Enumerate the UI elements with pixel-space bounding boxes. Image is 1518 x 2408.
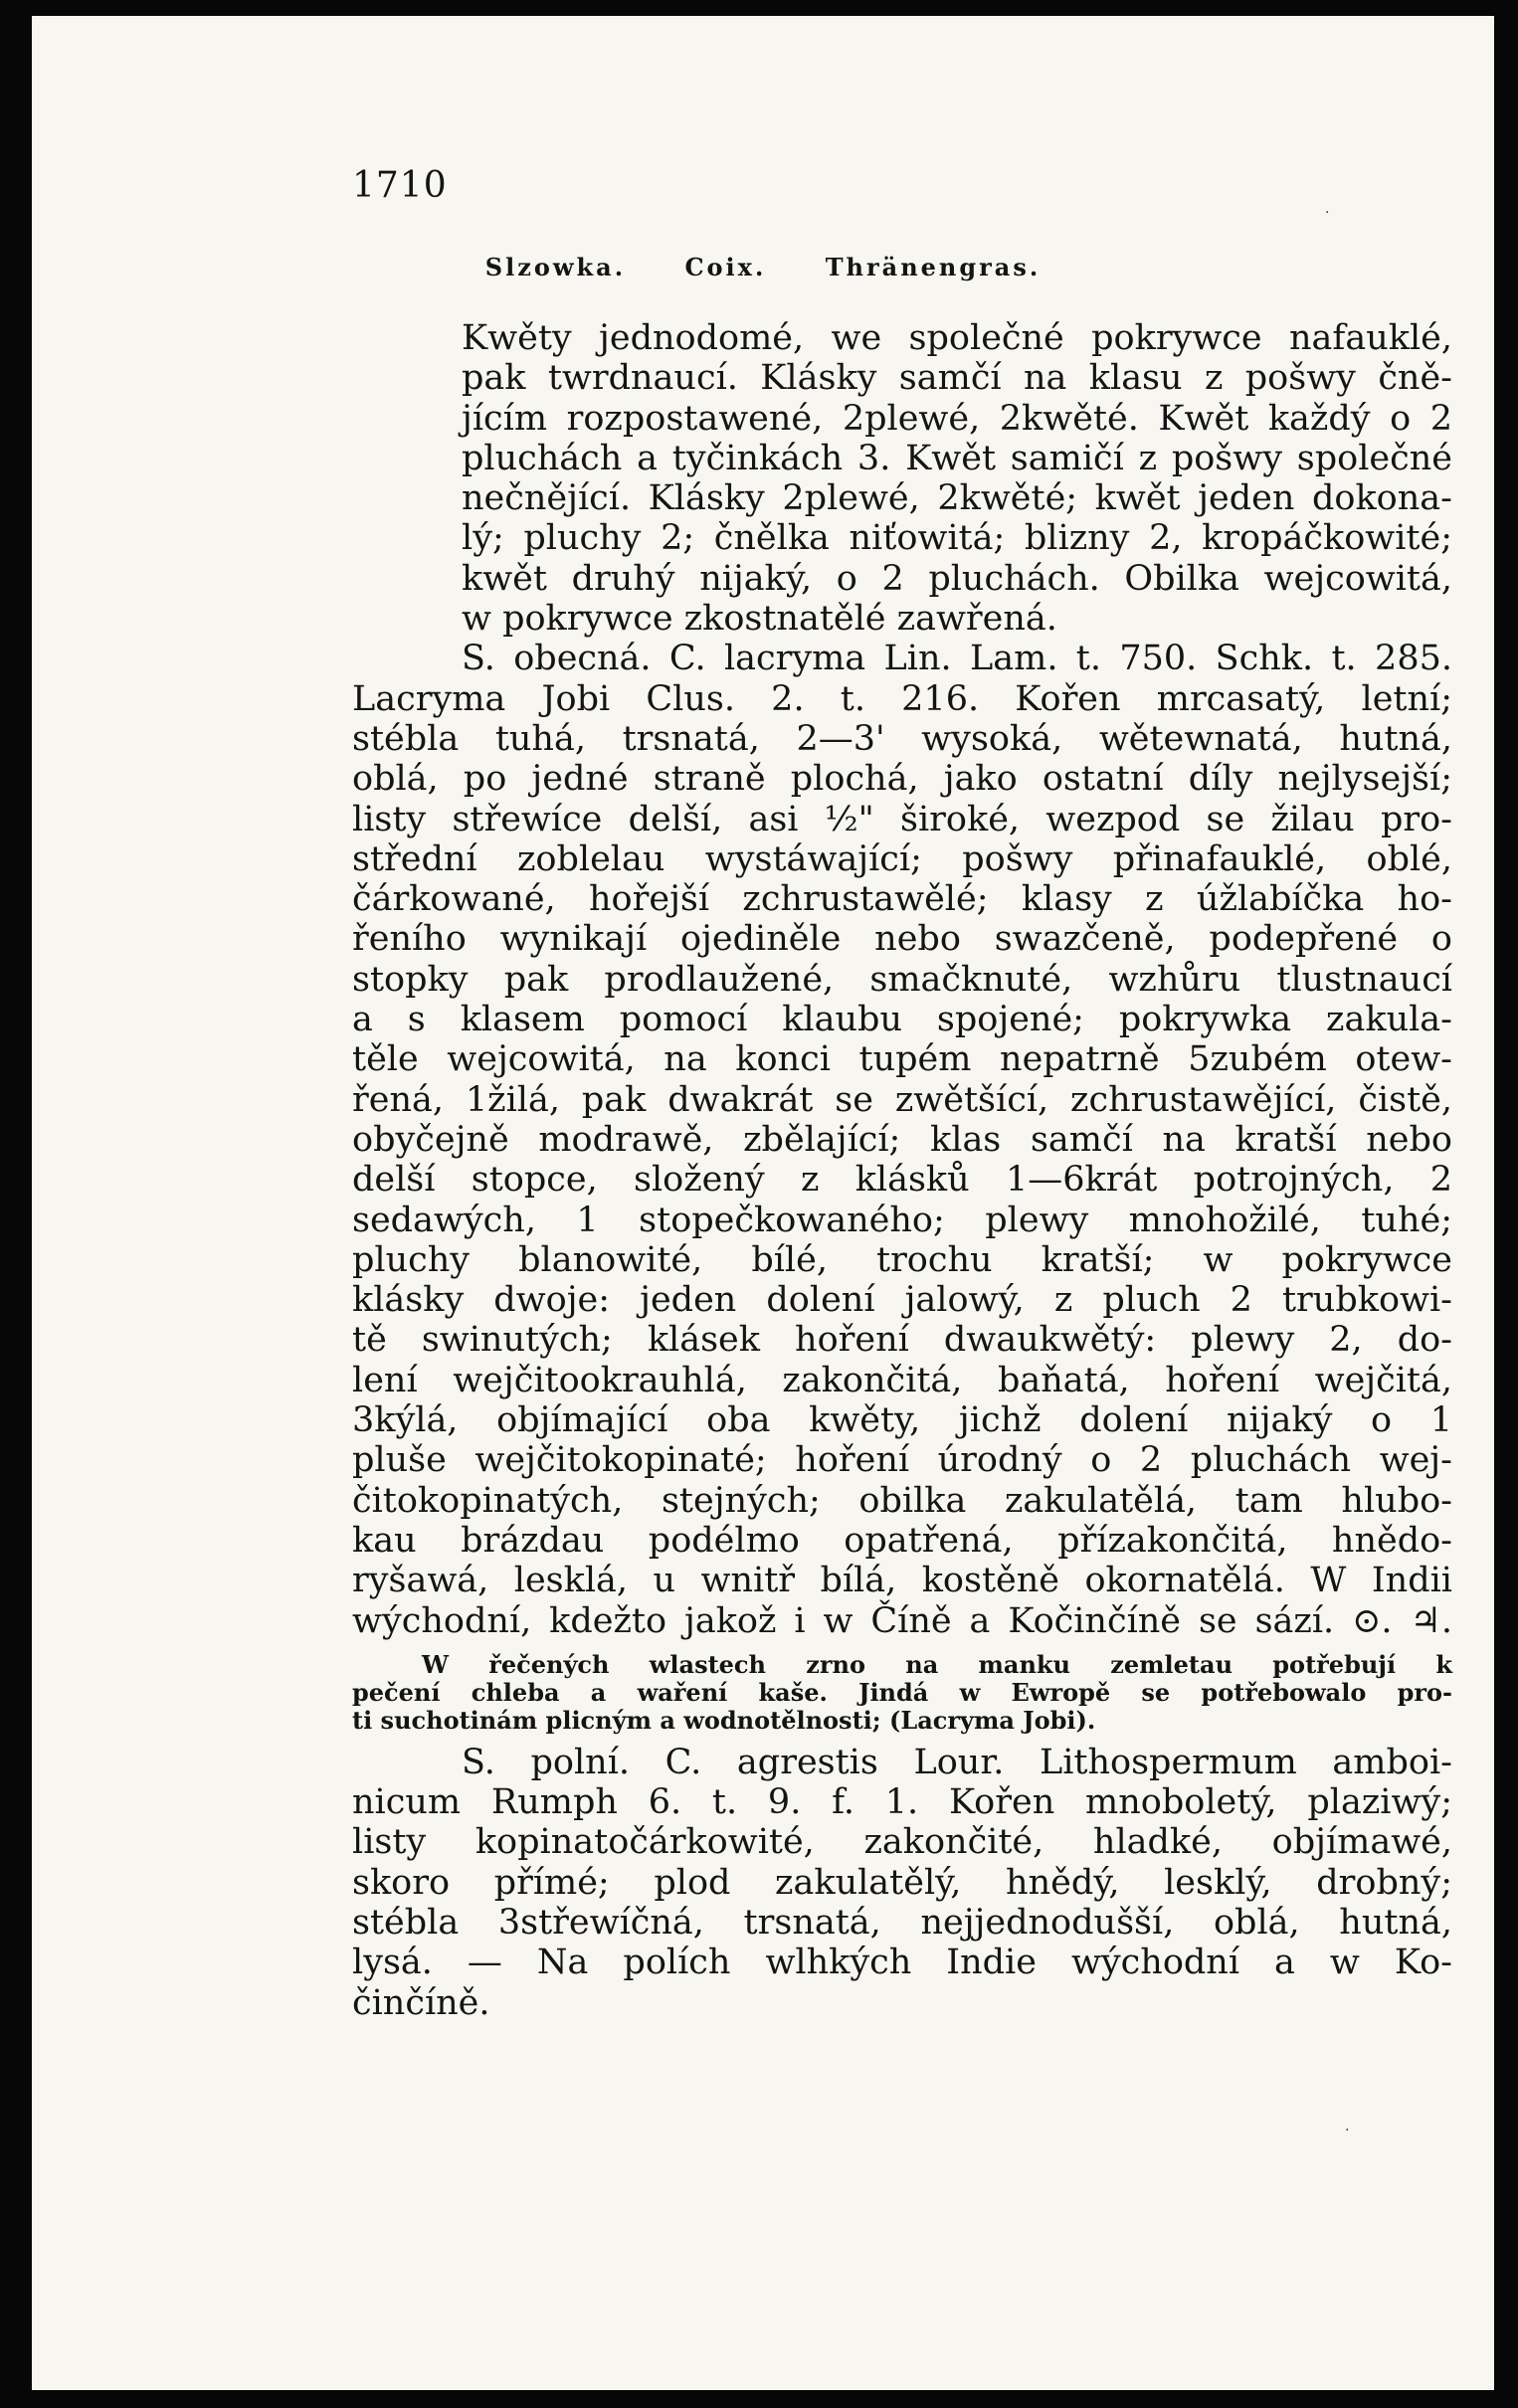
text-line: S. obecná. C. lacryma Lin. Lam. t. 750. Schk. t. 285. xyxy=(462,639,1452,679)
text-line: lysá. — Na polích wlhkých Indie wýchodní a w Ko- xyxy=(352,1943,1452,1983)
text-line: těle wejcowitá, na konci tupém nepatrně 5zubém otew- xyxy=(352,1039,1452,1080)
note-line: W řečených wlastech zrno na manku zemletau potřebují k xyxy=(422,1649,1452,1679)
text-line: pluše wejčitokopinaté; hoření úrodný o 2 pluchách wej- xyxy=(352,1440,1452,1481)
text-line: sedawých, 1 stopečkowaného; plewy mnohožilé, tuhé; xyxy=(352,1200,1452,1240)
text-line: oblá, po jedné straně plochá, jako ostatní díly nejlysejší; xyxy=(352,759,1452,800)
text-line: lení wejčitookrauhlá, zakončitá, baňatá, hoření wejčitá, xyxy=(352,1360,1452,1400)
text-line: tě swinutých; klásek hoření dwaukwětý: plewy 2, do- xyxy=(352,1320,1452,1361)
text-line: Kwěty jednodomé, we společné pokrywce nafauklé, xyxy=(462,318,1452,358)
small-print-note xyxy=(352,1651,1452,1735)
text-line: stébla tuhá, trsnatá, 2—3' wysoká, wětewnatá, hutná, xyxy=(352,718,1452,759)
text-line: 3kýlá, objímající oba kwěty, jichž dolení nijaký o 1 xyxy=(352,1400,1452,1441)
text-line: listy kopinatočárkowité, zakončité, hladké, objímawé, xyxy=(352,1822,1452,1863)
running-head xyxy=(32,253,1494,281)
text-line: kau brázdau podélmo opatřená, přízakončitá, hnědo- xyxy=(352,1520,1452,1561)
note-line: ti suchotinám plicným a wodnotělnosti; (Lacryma Jobi). xyxy=(352,1705,1096,1735)
page-number: 1710 xyxy=(352,165,448,206)
text-line: pluchách a tyčinkách 3. Kwět samičí z pošwy společné xyxy=(462,438,1452,478)
text-line: nicum Rumph 6. t. 9. f. 1. Kořen mnoboletý, plaziwý; xyxy=(352,1782,1452,1823)
text-line: obyčejně modrawě, zbělající; klas samčí na kratší nebo xyxy=(352,1119,1452,1160)
text-line: wýchodní, kdežto jakož i w Číně a Kočinčíně se sází. ⊙. ♃. xyxy=(352,1600,1452,1641)
text-line: stébla 3střewíčná, trsnatá, nejjednodušší, oblá, hutná, xyxy=(352,1902,1452,1943)
text-line: S. polní. C. agrestis Lour. Lithospermum amboi- xyxy=(462,1742,1452,1782)
body-text xyxy=(352,318,1452,2023)
text-line: řeního wynikají ojediněle nebo swazčeně, podepřené o xyxy=(352,919,1452,960)
species-1-description xyxy=(352,639,1452,1640)
text-line: činčíně. xyxy=(352,1982,490,2023)
text-line: skoro přímé; plod zakulatělý, hnědý, lesklý, drobný; xyxy=(352,1862,1452,1903)
text-line: ryšawá, lesklá, u wnitř bílá, kostěně okornatělá. W Indii xyxy=(352,1561,1452,1601)
text-line: řená, 1žilá, pak dwakrát se zwětšící, zchrustawějící, čistě, xyxy=(352,1079,1452,1120)
text-line: střední zoblelau wystáwající; pošwy přinafauklé, oblé, xyxy=(352,838,1452,879)
text-line: Lacryma Jobi Clus. 2. t. 216. Kořen mrcasatý, letní; xyxy=(352,678,1452,719)
text-line: čitokopinatých, stejných; obilka zakulatělá, tam hlubo- xyxy=(352,1480,1452,1521)
speck: · xyxy=(1345,2123,1350,2138)
text-line: čárkowané, hořejší zchrustawělé; klasy z úžlabíčka ho- xyxy=(352,879,1452,920)
species-2-description xyxy=(352,1743,1452,2023)
text-line: a s klasem pomocí klaubu spojené; pokrywka zakula- xyxy=(352,1000,1452,1040)
book-page xyxy=(32,16,1494,2390)
text-line: kwět druhý nijaký, o 2 pluchách. Obilka wejcowitá, xyxy=(462,558,1452,599)
text-line: lý; pluchy 2; čnělka niťowitá; blizny 2, kropáčkowité; xyxy=(462,518,1452,559)
text-line: stopky pak prodlaužené, smačknuté, wzhůru tlustnaucí xyxy=(352,959,1452,1000)
note-line: pečení chleba a waření kaše. Jindá w Ewropě se potřebowalo pro- xyxy=(352,1677,1452,1707)
text-line: pak twrdnaucí. Klásky samčí na klasu z pošwy čně- xyxy=(462,358,1452,399)
text-line: nečnějící. Klásky 2plewé, 2kwěté; kwět jeden dokona- xyxy=(462,478,1452,519)
running-head-czech: Slzowka. xyxy=(484,253,627,281)
text-line: listy střewíce delší, asi ½" široké, wezpod se žilau pro- xyxy=(352,799,1452,839)
running-head-latin: Coix. xyxy=(684,253,767,281)
speck: · xyxy=(1325,205,1330,221)
text-line: klásky dwoje: jeden dolení jalowý, z pluch 2 trubkowi- xyxy=(352,1280,1452,1321)
running-head-german: Thränengras. xyxy=(825,253,1042,281)
text-line: w pokrywce zkostnatělé zawřená. xyxy=(462,599,1057,640)
text-line: jícím rozpostawené, 2plewé, 2kwěté. Kwět každý o 2 xyxy=(462,398,1452,439)
text-line: pluchy blanowité, bílé, trochu kratší; w pokrywce xyxy=(352,1239,1452,1280)
genus-description xyxy=(352,318,1452,639)
text-line: delší stopce, složený z klásků 1—6krát potrojných, 2 xyxy=(352,1160,1452,1201)
